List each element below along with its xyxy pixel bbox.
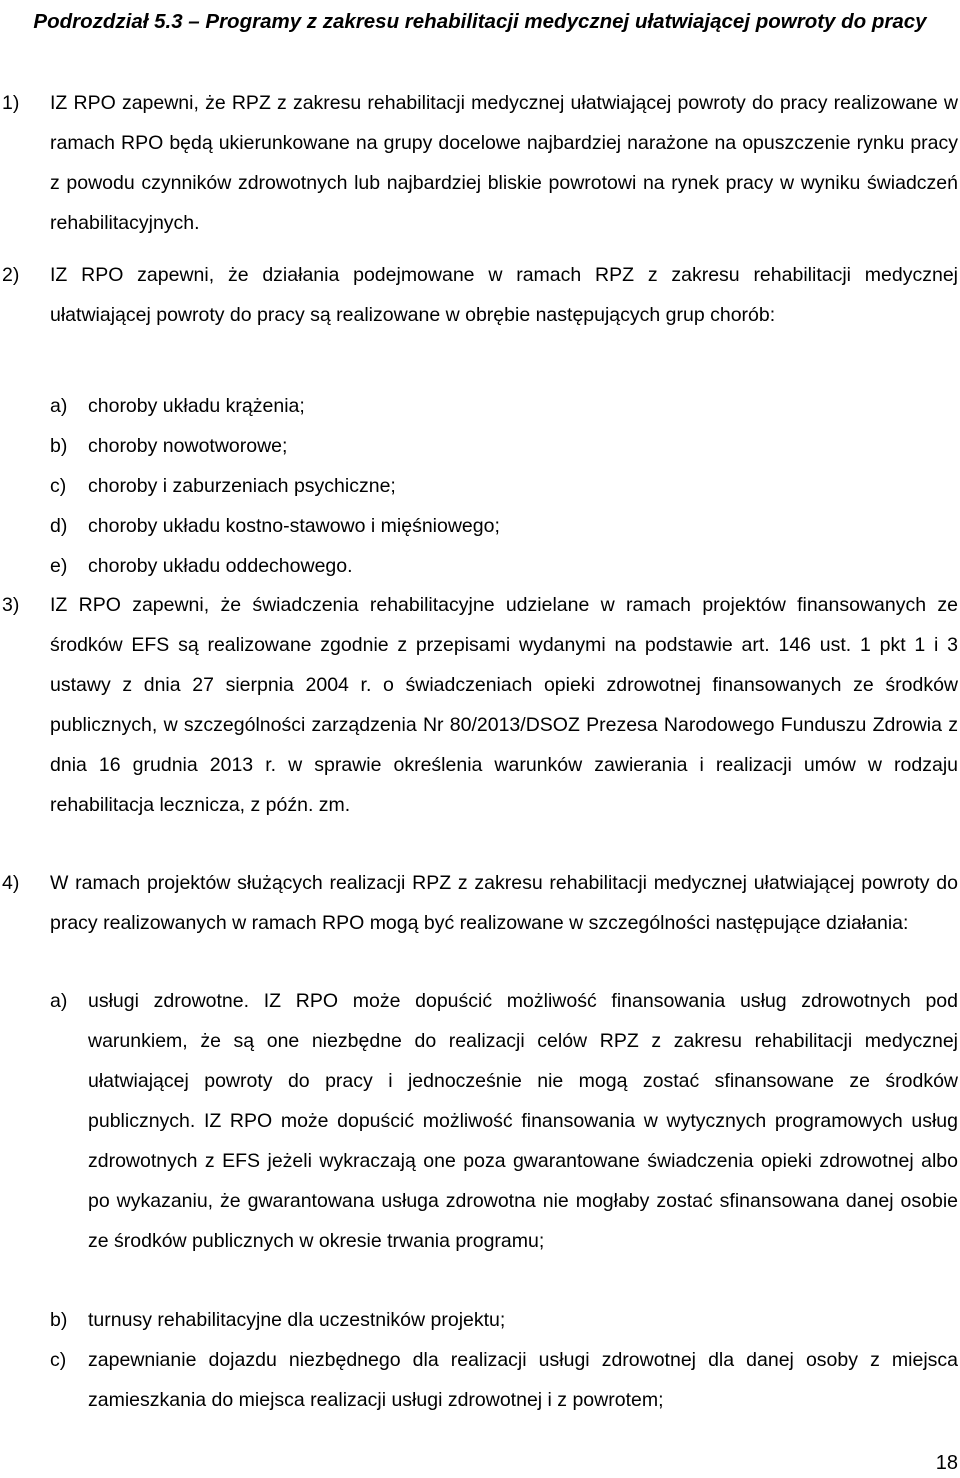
- item-number: 3): [2, 594, 20, 616]
- page-number: 18: [935, 1452, 958, 1474]
- item-number: 2): [2, 264, 20, 286]
- sub-item-letter: c): [50, 475, 67, 497]
- item-number: 4): [2, 872, 20, 894]
- item-number: 1): [2, 92, 20, 114]
- sub-item-letter: a): [50, 990, 68, 1012]
- sub-item-text: zapewnianie dojazdu niezbędnego dla realizacji usługi zdrowotnej dla danej osoby z miejsca zamieszkania do miejsca realizacji usługi zdrowotnej i z powrotem;: [88, 1349, 958, 1411]
- sub-item-letter: b): [50, 435, 68, 457]
- sub-item-text: choroby i zaburzeniach psychiczne;: [88, 475, 396, 497]
- sub-item-text: choroby nowotworowe;: [88, 435, 288, 457]
- item-text: IZ RPO zapewni, że działania podejmowane w ramach RPZ z zakresu rehabilitacji medycznej ułatwiającej powroty do pracy są realizowane w obrębie następujących grup chorób:: [50, 264, 958, 326]
- sub-item-letter: e): [50, 555, 68, 577]
- sub-item-letter: d): [50, 515, 68, 537]
- sub-item-letter: a): [50, 395, 68, 417]
- sub-item-text: choroby układu krążenia;: [88, 395, 305, 417]
- section-heading: Podrozdział 5.3 – Programy z zakresu rehabilitacji medycznej ułatwiającej powroty do pracy: [33, 10, 927, 33]
- sub-item-text: choroby układu oddechowego.: [88, 555, 353, 577]
- item-text: IZ RPO zapewni, że RPZ z zakresu rehabilitacji medycznej ułatwiającej powroty do pracy realizowane w ramach RPO będą ukierunkowane na grupy docelowe najbardziej narażone na opuszczenie rynku pracy z powodu czynników zdrowotnych lub najbardziej bliskie powrotowi na rynek pracy w wyniku świadczeń rehabilitacyjnych.: [50, 92, 958, 234]
- item-text: IZ RPO zapewni, że świadczenia rehabilitacyjne udzielane w ramach projektów finansowanych ze środków EFS są realizowane zgodnie z przepisami wydanymi na podstawie art. 146 ust. 1 pkt 1 i 3 ustawy z dnia 27 sierpnia 2004 r. o świadczeniach opieki zdrowotnej finansowanych ze środków publicznych, w szczególności zarządzenia Nr 80/2013/DSOZ Prezesa Narodowego Funduszu Zdrowia z dnia 16 grudnia 2013 r. w sprawie określenia warunków zawierania i realizacji umów w rodzaju rehabilitacja lecznicza, z późn. zm.: [50, 594, 958, 816]
- sub-item-text: choroby układu kostno-stawowo i mięśniowego;: [88, 515, 500, 537]
- sub-item-text: turnusy rehabilitacyjne dla uczestników projektu;: [88, 1309, 506, 1331]
- item-text: W ramach projektów służących realizacji RPZ z zakresu rehabilitacji medycznej ułatwiającej powroty do pracy realizowanych w ramach RPO mogą być realizowane w szczególności następujące działania:: [50, 872, 958, 934]
- sub-item-letter: c): [50, 1349, 67, 1371]
- sub-item-letter: b): [50, 1309, 68, 1331]
- sub-item-text: usługi zdrowotne. IZ RPO może dopuścić możliwość finansowania usług zdrowotnych pod warunkiem, że są one niezbędne do realizacji celów RPZ z zakresu rehabilitacji medycznej ułatwiającej powroty do pracy i jednocześnie nie mogą zostać sfinansowane ze środków publicznych. IZ RPO może dopuścić możliwość finansowania w wytycznych programowych usług zdrowotnych z EFS jeżeli wykraczają one poza gwarantowane świadczenia opieki zdrowotnej albo po wykazaniu, że gwarantowana usługa zdrowotna nie mogłaby zostać sfinansowana danej osobie ze środków publicznych w okresie trwania programu;: [88, 990, 958, 1252]
